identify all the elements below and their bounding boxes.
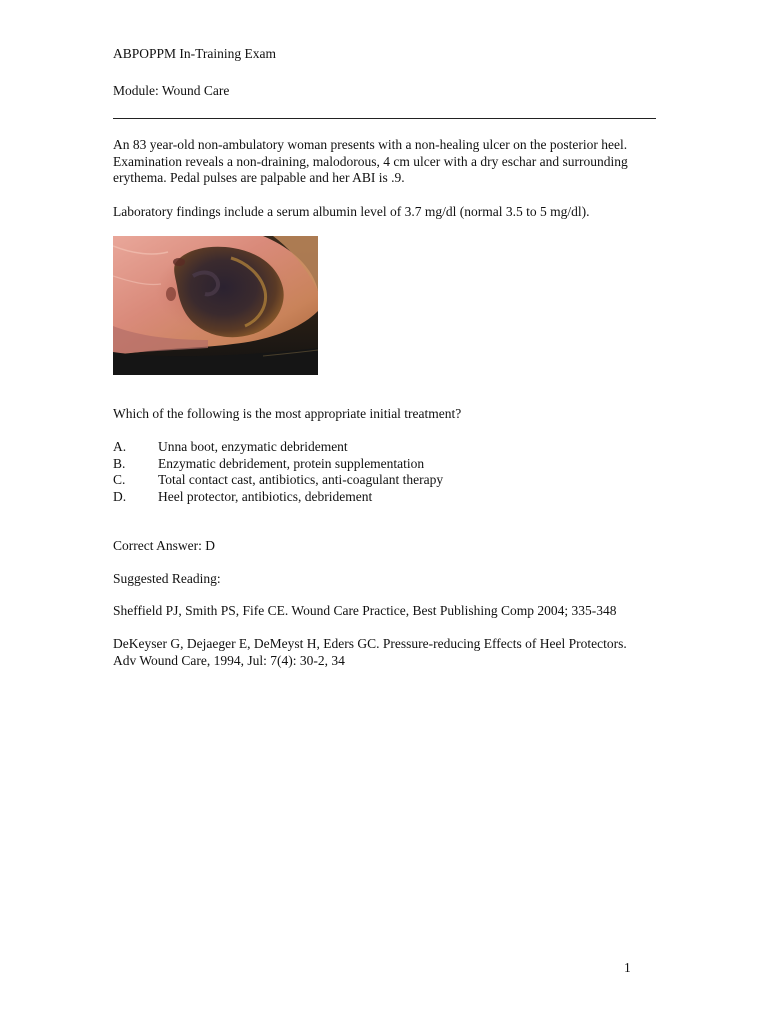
answer-option-c: [113, 472, 658, 489]
option-letter: C.: [113, 472, 126, 487]
answer-option-a: [113, 439, 658, 456]
reference-line: DeKeyser G, Dejaeger E, DeMeyst H, Eders GC. Pressure-reducing Effects of Heel Protectors.: [113, 636, 627, 651]
module-label: Module: Wound Care: [113, 83, 230, 98]
stem-line: Examination reveals a non-draining, malodorous, 4 cm ulcer with a dry eschar and surrounding: [113, 153, 628, 169]
option-letter: A.: [113, 439, 127, 454]
reference-line: Adv Wound Care, 1994, Jul: 7(4): 30-2, 34: [113, 652, 345, 668]
stem-line: erythema. Pedal pulses are palpable and her ABI is .9.: [113, 170, 405, 185]
header-divider: [113, 118, 656, 119]
stem-line: An 83 year-old non-ambulatory woman presents with a non-healing ulcer on the posterior heel.: [113, 137, 628, 152]
option-letter: B.: [113, 456, 126, 471]
suggested-reading-heading: Suggested Reading:: [113, 571, 221, 586]
heel-ulcer-photo: [113, 236, 318, 375]
reference-2: [113, 636, 658, 669]
exam-title: ABPOPPM In-Training Exam: [113, 46, 277, 61]
answer-option-b: [113, 456, 658, 473]
option-text: Heel protector, antibiotics, debridement: [158, 489, 373, 504]
page-number: 1: [624, 960, 631, 975]
question-stem: [113, 137, 658, 187]
option-letter: D.: [113, 489, 127, 504]
option-text: Unna boot, enzymatic debridement: [158, 439, 348, 454]
question-prompt: Which of the following is the most appropriate initial treatment?: [113, 406, 462, 421]
correct-answer: Correct Answer: D: [113, 538, 215, 553]
lab-findings: Laboratory findings include a serum albumin level of 3.7 mg/dl (normal 3.5 to 5 mg/dl).: [113, 204, 590, 219]
reference-line: Sheffield PJ, Smith PS, Fife CE. Wound Care Practice, Best Publishing Comp 2004; 335-348: [113, 603, 617, 618]
option-text: Enzymatic debridement, protein supplementation: [158, 456, 425, 471]
reference-1: [113, 603, 658, 620]
answer-option-d: [113, 489, 658, 506]
option-text: Total contact cast, antibiotics, anti-coagulant therapy: [158, 472, 444, 487]
